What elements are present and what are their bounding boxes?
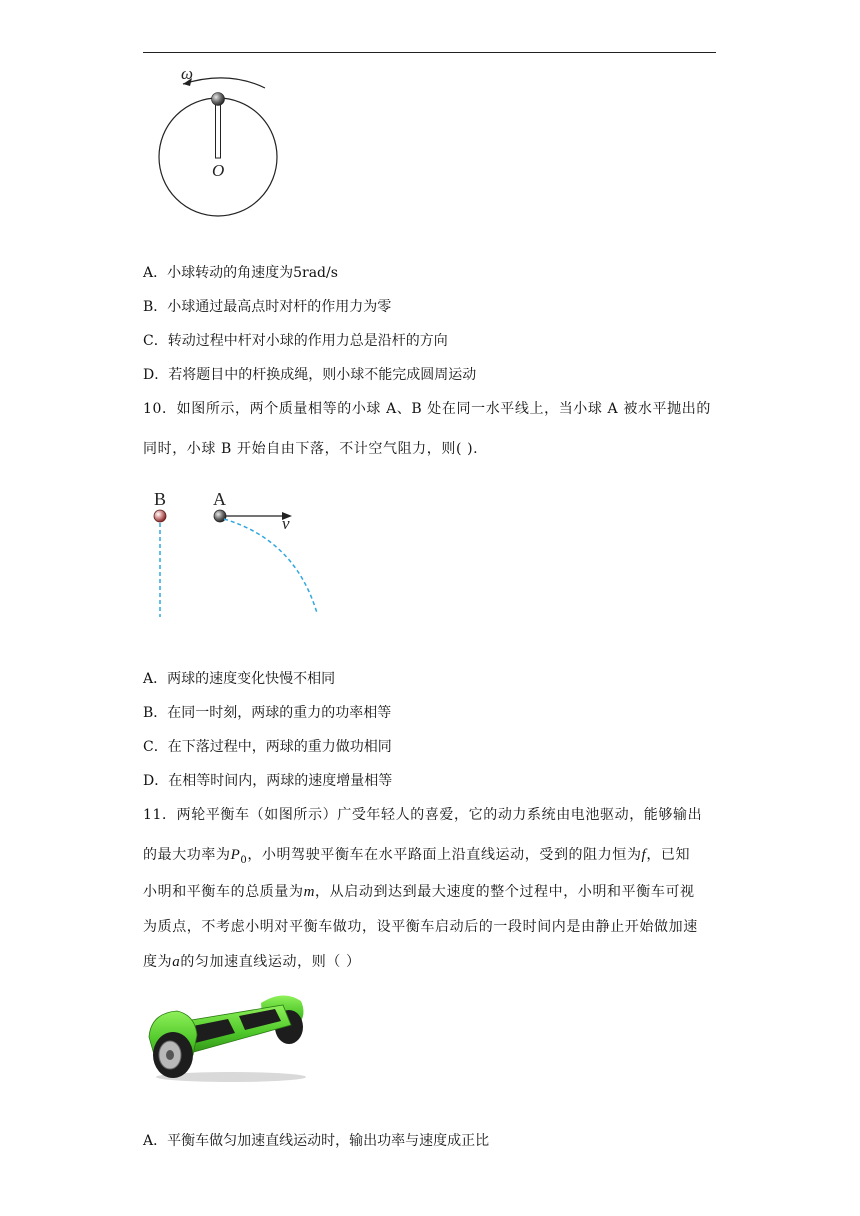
ball-b — [154, 510, 166, 522]
q10-option-b: B．在同一时刻，两球的重力的功率相等 — [143, 705, 392, 721]
q11-stem-line1: 11．两轮平衡车（如图所示）广受年轻人的喜爱，它的动力系统由电池驱动，能够输出 — [143, 807, 703, 823]
q11-stem-line5 — [143, 952, 361, 972]
q10-option-d: D．在相等时间内，两球的速度增量相等 — [143, 773, 393, 789]
q9-option-d: D．若将题目中的杆换成绳，则小球不能完成圆周运动 — [143, 367, 477, 383]
q11-stem-line2-b: ，小明驾驶平衡车在水平路面上沿直线运动，受到的阻力恒为 — [247, 847, 642, 863]
omega-label: ω — [181, 64, 194, 83]
q11-stem-line3 — [143, 882, 695, 902]
var-p-sub: 0 — [240, 854, 248, 866]
label-v: v — [282, 514, 290, 533]
q11-stem-line4: 为质点，不考虑小明对平衡车做功，设平衡车启动后的一段时间内是由静止开始做加速 — [143, 919, 698, 935]
q9-circle-figure — [150, 60, 290, 225]
q9-option-c: C．转动过程中杆对小球的作用力总是沿杆的方向 — [143, 333, 448, 349]
projectile-path — [224, 519, 317, 613]
ball — [212, 93, 225, 106]
q10-stem-line1: 10．如图所示，两个质量相等的小球 A、B 处在同一水平线上，当小球 A 被水平抛出的 — [143, 401, 711, 417]
var-f: f — [641, 847, 647, 863]
q11-stem-line3-b: ，从启动到达到最大速度的整个过程中，小明和平衡车可视 — [315, 884, 695, 900]
var-p: P — [230, 847, 241, 863]
q10-stem-line2: 同时，小球 B 开始自由下落，不计空气阻力，则( ). — [143, 441, 479, 457]
left-hub-center — [166, 1050, 174, 1060]
header-rule — [143, 52, 716, 53]
q11-stem-line3-a: 小明和平衡车的总质量为 — [143, 884, 304, 900]
q11-option-a: A．平衡车做匀加速直线运动时，输出功率与速度成正比 — [143, 1133, 490, 1149]
q9-option-a: A．小球转动的角速度为5rad/s — [143, 265, 338, 281]
rod — [216, 101, 221, 158]
var-a: a — [172, 954, 181, 970]
rotation-arrow — [183, 78, 265, 88]
q9-option-b: B．小球通过最高点时对杆的作用力为零 — [143, 299, 392, 315]
q11-stem-line2-c: ，已知 — [646, 847, 691, 863]
center-label: O — [212, 161, 225, 180]
q10-projectile-figure — [145, 485, 330, 620]
label-b: B — [154, 489, 167, 509]
ball-a — [214, 510, 226, 522]
q11-stem-line2 — [143, 845, 690, 871]
q11-stem-line5-a: 度为 — [143, 954, 173, 970]
q10-option-c: C．在下落过程中，两球的重力做功相同 — [143, 739, 392, 755]
hoverboard-image — [143, 985, 318, 1085]
q11-stem-line5-b: 的匀加速直线运动，则（ ） — [180, 954, 361, 970]
q10-option-a: A．两球的速度变化快慢不相同 — [143, 671, 336, 687]
q11-stem-line2-a: 的最大功率为 — [143, 847, 231, 863]
var-m: m — [303, 884, 316, 900]
label-a: A — [213, 489, 226, 509]
